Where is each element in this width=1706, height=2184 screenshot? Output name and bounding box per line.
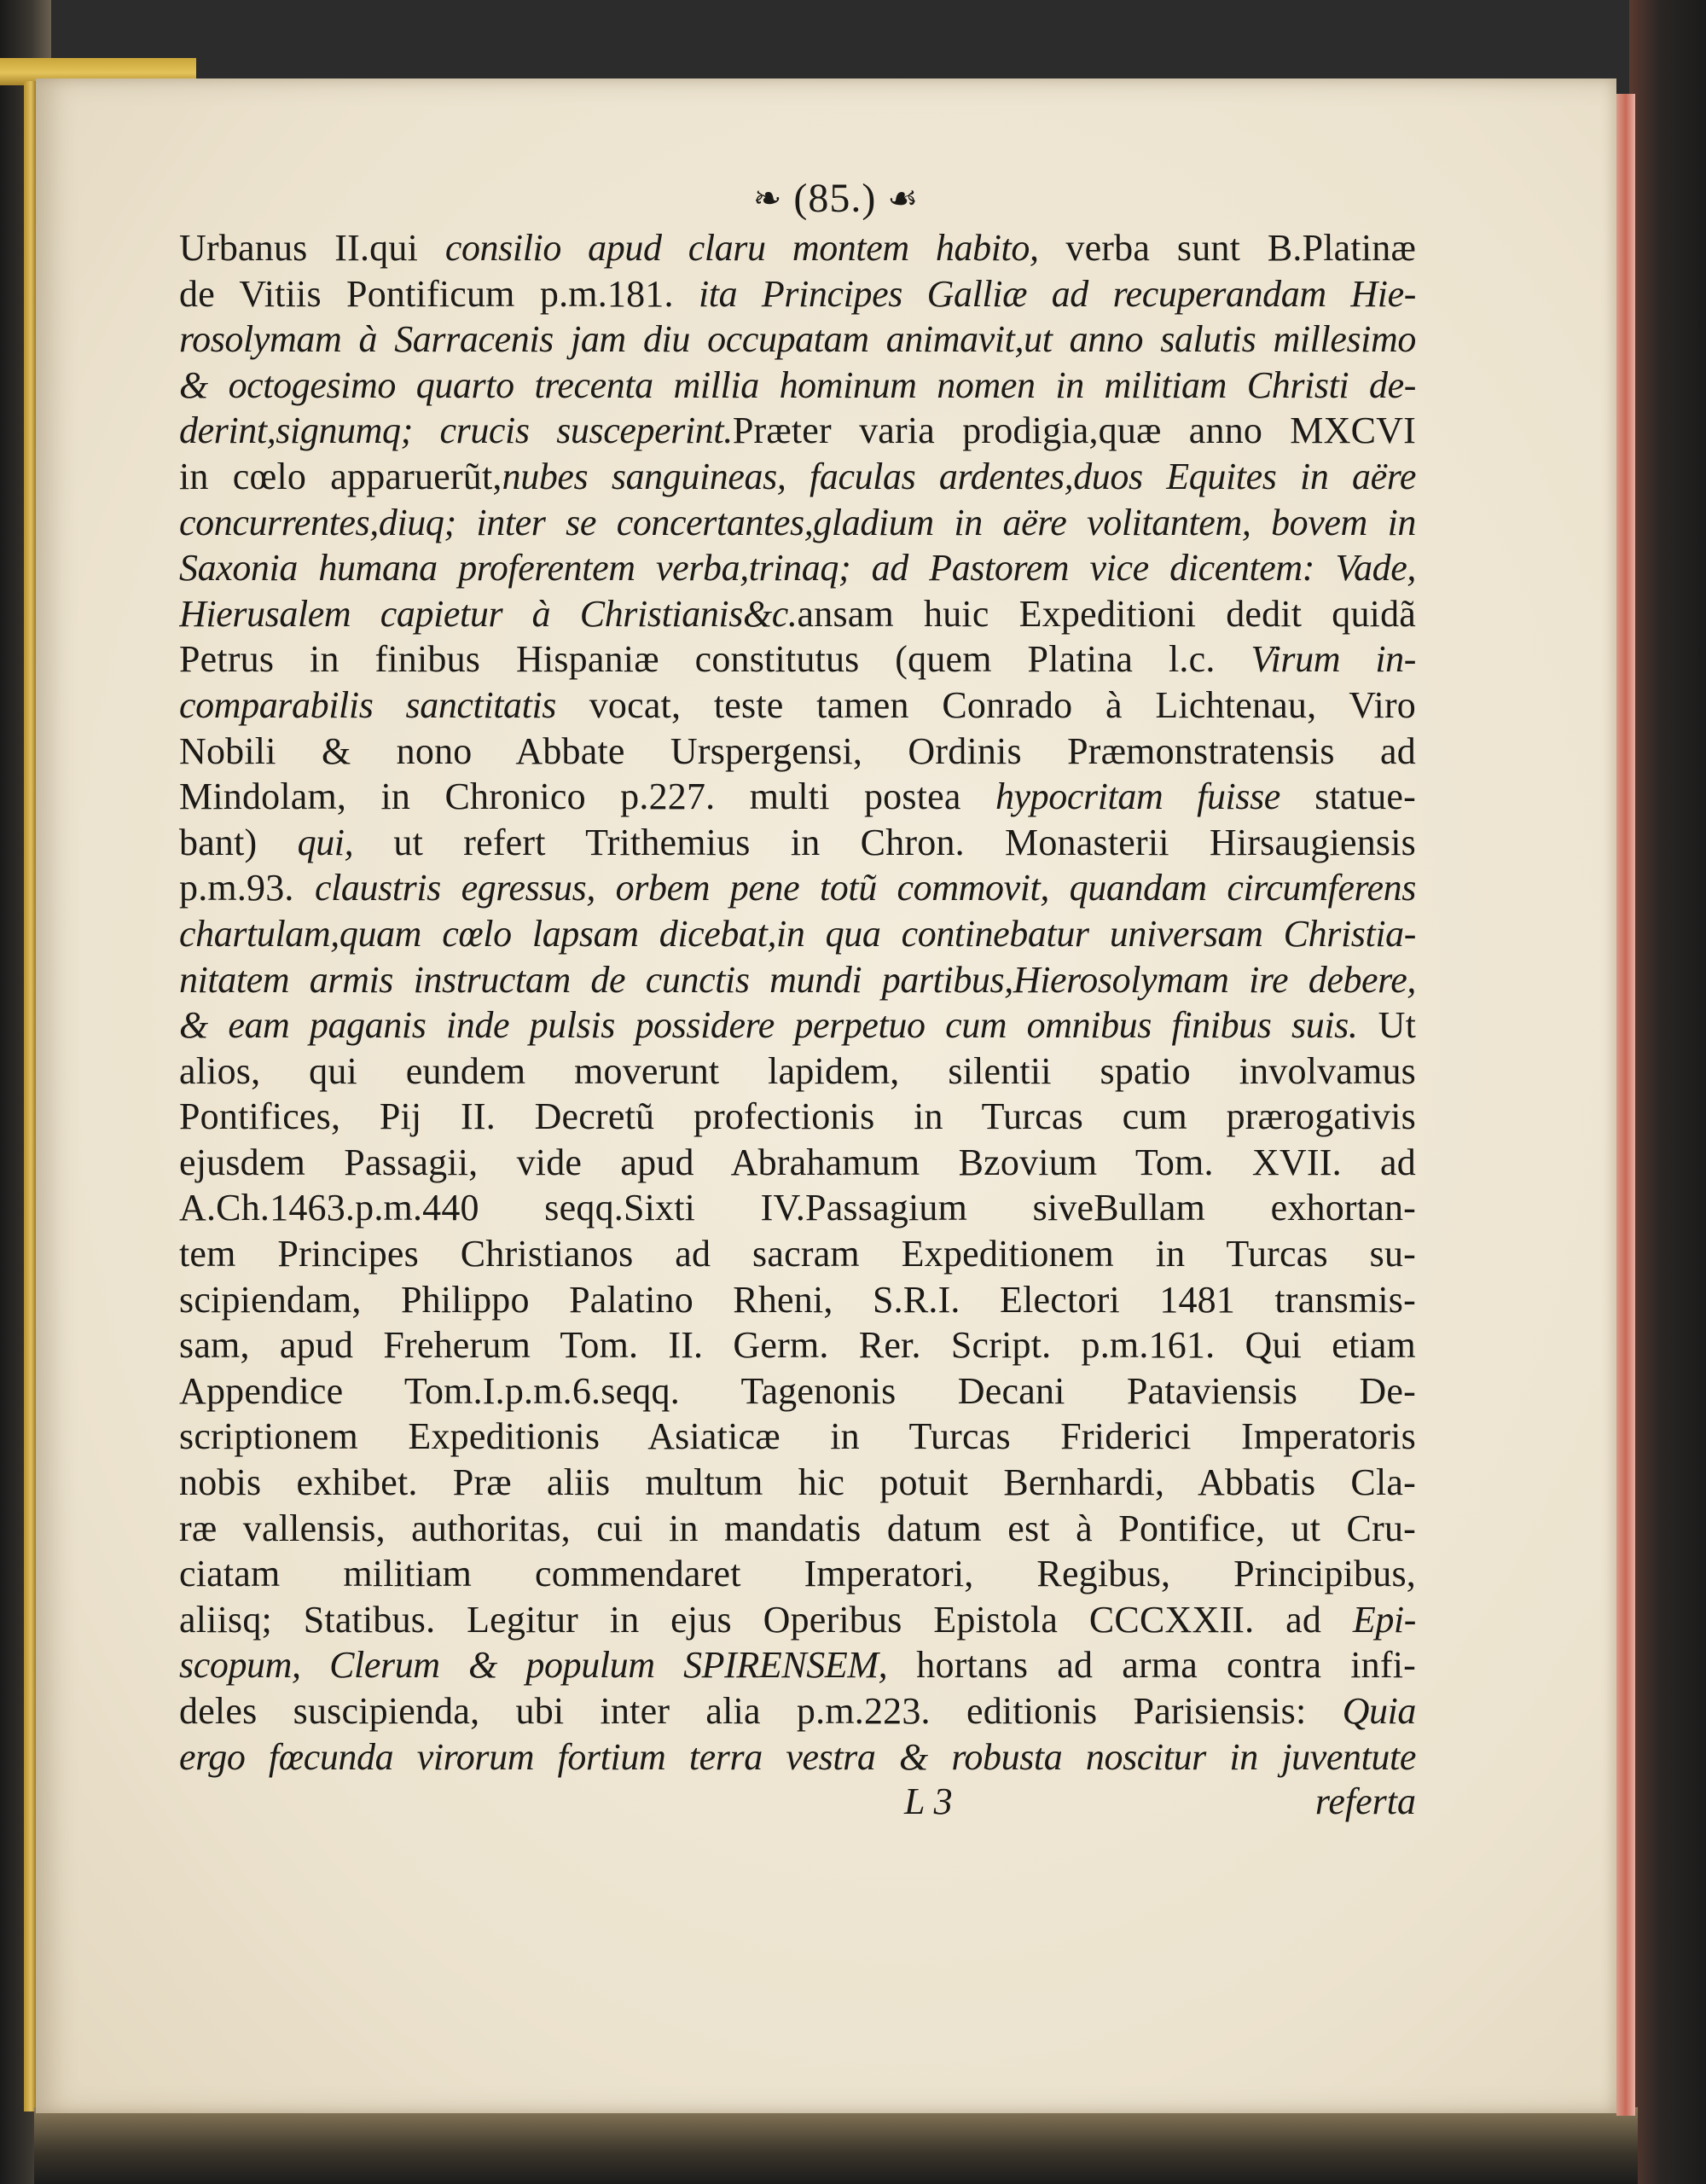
gilt-page-edge: [24, 81, 36, 2111]
italic-text: Hierusalem capietur à Christianis&c.: [179, 592, 798, 635]
roman-text: p.m.93.: [179, 867, 315, 909]
text-line: [179, 408, 1416, 454]
red-fore-edge: [1616, 94, 1635, 2116]
roman-text: nobis exhibet. Præ aliis multum hic potuit Bernhardi, Abbatis Cla-: [179, 1461, 1416, 1504]
roman-text: Urbanus II.qui: [179, 227, 445, 269]
roman-text: alios, qui eundem moverunt lapidem, silentii spatio involvamus: [179, 1049, 1416, 1092]
text-line: [179, 1048, 1416, 1095]
roman-text: de Vitiis Pontificum p.m.181.: [179, 272, 699, 315]
text-line: [179, 1231, 1416, 1277]
roman-text: Ut: [1357, 1004, 1416, 1047]
italic-text: rosolymam à Sarracenis jam diu occupatam animavit,ut anno salutis millesimo: [179, 318, 1416, 361]
book-page: [36, 78, 1616, 2113]
italic-text: Epi-: [1352, 1598, 1416, 1641]
italic-text: derint,signumq; crucis susceperint.: [179, 410, 733, 452]
roman-text: ut refert Trithemius in Chron. Monasterii Hirsaugiensis: [353, 821, 1416, 863]
text-line: [179, 636, 1416, 682]
body-text: [179, 225, 1416, 1780]
text-line: [179, 1688, 1416, 1734]
italic-text: concurrentes,diuq; inter se concertantes,gladium in aëre volitantem, bovem in: [179, 501, 1416, 543]
roman-text: ræ vallensis, authoritas, cui in mandatis datum est à Pontifice, ut Cru-: [179, 1507, 1416, 1549]
text-line: [179, 1460, 1416, 1506]
text-line: [179, 500, 1416, 546]
roman-text: Præter varia prodigia,quæ anno MXCVI: [732, 410, 1416, 452]
italic-text: consilio apud claru montem habito,: [444, 227, 1039, 269]
text-line: [179, 682, 1416, 729]
italic-text: qui,: [297, 821, 354, 863]
roman-text: tem Principes Christianos ad sacram Expeditionem in Turcas su-: [179, 1233, 1416, 1275]
text-line: [179, 911, 1416, 957]
text-line: [179, 363, 1416, 409]
text-line: [179, 1094, 1416, 1140]
text-line: [179, 1597, 1416, 1643]
italic-text: chartulam,quam cœlo lapsam dicebat,in qua continebatur universam Christia-: [179, 912, 1416, 955]
running-head: [256, 172, 1416, 225]
text-line: [179, 1414, 1416, 1460]
text-line: [179, 957, 1416, 1003]
italic-text: Saxonia humana proferentem verba,trinaq; ad Pastorem vice dicentem: Vade,: [179, 547, 1416, 590]
signature-mark: L 3: [904, 1780, 953, 1823]
text-line: [179, 1002, 1416, 1048]
roman-text: sam, apud Freherum Tom. II. Germ. Rer. Script. p.m.161. Qui etiam: [179, 1324, 1416, 1367]
roman-text: statue-: [1280, 775, 1416, 818]
book-bottom-edge: [34, 2107, 1638, 2184]
italic-text: Virum in-: [1250, 638, 1416, 681]
roman-text: deles suscipienda, ubi inter alia p.m.223. editionis Parisiensis:: [179, 1690, 1343, 1732]
roman-text: in cœlo apparuerũt,: [179, 455, 502, 497]
text-line: [179, 1506, 1416, 1552]
text-line: [179, 317, 1416, 363]
italic-text: comparabilis sanctitatis: [179, 683, 557, 726]
roman-text: aliisq; Statibus. Legitur in ejus Operibus Epistola CCCXXII. ad: [179, 1598, 1353, 1641]
italic-text: nitatem armis instructam de cunctis mundi partibus,Hierosolymam ire debere,: [179, 958, 1416, 1001]
roman-text: Nobili & nono Abbate Urspergensi, Ordinis Præmonstratensis ad: [179, 729, 1416, 772]
text-line: [179, 271, 1416, 317]
text-line: [179, 865, 1416, 911]
text-line: [179, 1368, 1416, 1414]
roman-text: Petrus in finibus Hispaniæ constitutus (quem Platina l.c.: [179, 638, 1251, 681]
text-line: [179, 225, 1416, 271]
right-fleuron-icon: ☙: [887, 179, 920, 218]
italic-text: claustris egressus, orbem pene totũ commovit, quandam circumferens: [314, 867, 1416, 909]
text-line: [179, 774, 1416, 820]
roman-text: vocat, teste tamen Conrado à Lichtenau, Viro: [556, 683, 1416, 726]
italic-text: Quia: [1342, 1690, 1416, 1732]
text-line: [179, 1277, 1416, 1323]
page-footer: [179, 1780, 1416, 1831]
page-number: (85.): [793, 176, 877, 221]
text-block: [179, 172, 1416, 1831]
text-line: [179, 1322, 1416, 1368]
roman-text: scriptionem Expeditionis Asiaticæ in Turcas Friderici Imperatoris: [179, 1415, 1416, 1458]
roman-text: bant): [179, 821, 298, 863]
text-line: [179, 729, 1416, 775]
text-line: [179, 591, 1416, 637]
roman-text: Appendice Tom.I.p.m.6.seqq. Tagenonis Decani Pataviensis De-: [179, 1369, 1416, 1412]
roman-text: scipiendam, Philippo Palatino Rheni, S.R.I. Electori 1481 transmis-: [179, 1278, 1416, 1321]
scanner-bed-right: [1629, 0, 1706, 2184]
roman-text: ciatam militiam commendaret Imperatori, Regibus, Principibus,: [179, 1553, 1416, 1595]
text-line: [179, 454, 1416, 500]
italic-text: ita Principes Galliæ ad recuperandam Hie-: [698, 272, 1416, 315]
left-fleuron-icon: ❧: [752, 179, 783, 218]
text-line: [179, 545, 1416, 591]
italic-text: scopum, Clerum & populum SPIRENSEM,: [179, 1644, 888, 1687]
roman-text: Mindolam, in Chronico p.227. multi postea: [179, 775, 995, 818]
text-line: [179, 1551, 1416, 1597]
roman-text: verba sunt B.Platinæ: [1038, 227, 1416, 269]
roman-text: ejusdem Passagii, vide apud Abrahamum Bzovium Tom. XVII. ad: [179, 1141, 1416, 1183]
catchword: referta: [1314, 1780, 1416, 1823]
italic-text: & eam paganis inde pulsis possidere perpetuo cum omnibus finibus suis.: [179, 1004, 1358, 1047]
roman-text: Pontifices, Pij II. Decretũ profectionis in Turcas cum prærogativis: [179, 1095, 1416, 1138]
italic-text: nubes sanguineas, faculas ardentes,duos Equites in aëre: [502, 455, 1416, 497]
text-line: [179, 1185, 1416, 1231]
italic-text: & octogesimo quarto trecenta millia hominum nomen in militiam Christi de-: [179, 363, 1416, 406]
text-line: [179, 1140, 1416, 1186]
italic-text: hypocritam fuisse: [995, 775, 1280, 818]
text-line: [179, 820, 1416, 866]
text-line: [179, 1734, 1416, 1780]
roman-text: A.Ch.1463.p.m.440 seqq.Sixti IV.Passagium siveBullam exhortan-: [179, 1187, 1416, 1229]
roman-text: ansam huic Expeditioni dedit quidã: [797, 592, 1416, 635]
roman-text: hortans ad arma contra infi-: [887, 1644, 1416, 1687]
italic-text: ergo fœcunda virorum fortium terra vestra & robusta noscitur in juventute: [179, 1735, 1416, 1778]
text-line: [179, 1642, 1416, 1688]
